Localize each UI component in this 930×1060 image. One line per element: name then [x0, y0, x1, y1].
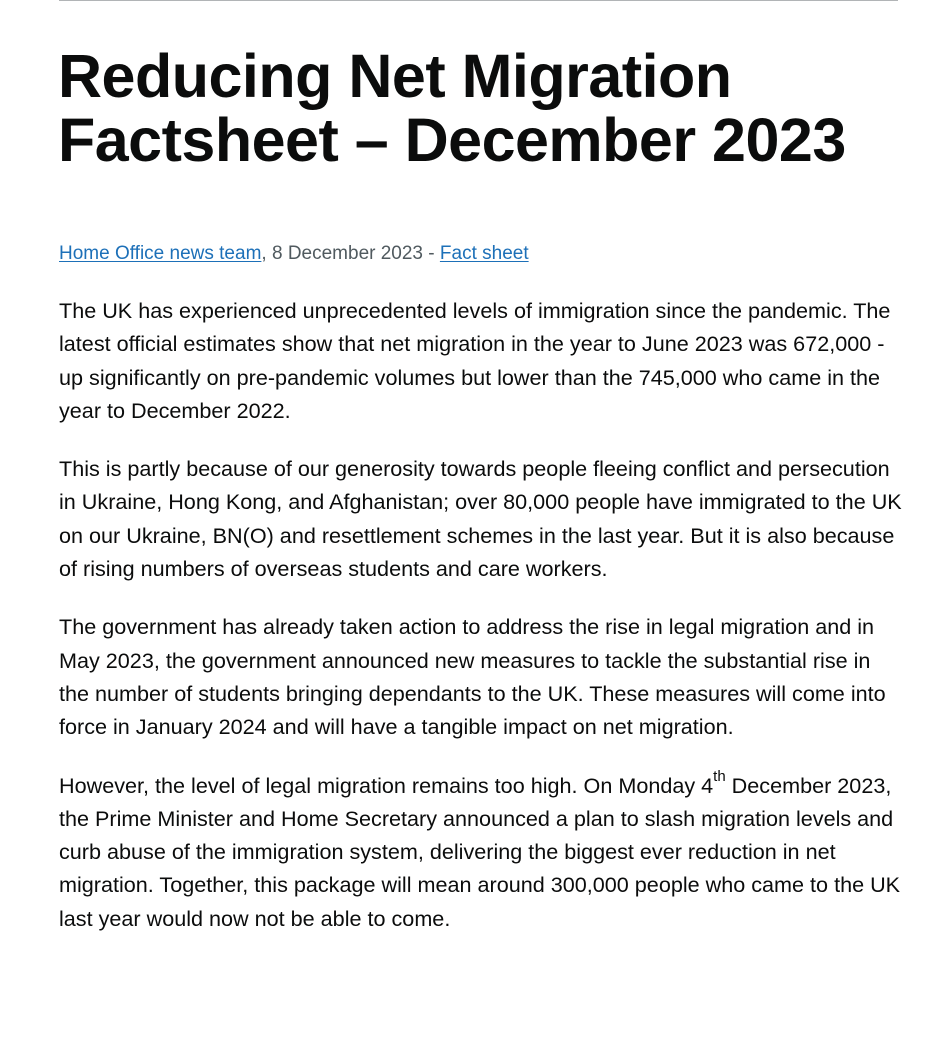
paragraph-text: However, the level of legal migration remains too high. On Monday 4	[59, 772, 714, 798]
body-paragraph: This is partly because of our generosity towards people fleeing conflict and persecution in Ukraine, Hong Kong, and Afghanistan; over 80,000 people have immigrated to the UK on our Ukraine, BN(O) and resettlement schemes in the last year. But it is also because of rising numbers of overseas students and care workers.	[59, 456, 902, 582]
document-type-link[interactable]: Fact sheet	[439, 243, 529, 264]
author-link[interactable]: Home Office news team	[59, 243, 262, 264]
paragraph-text: December 2023, the Prime Minister and Home Secretary announced a plan to slash migration levels and curb abuse of the immigration system, delivering the biggest ever reduction in net migration. Together, this package will mean around 300,000 people who came to the UK last year would now not be able to come.	[59, 772, 901, 931]
page-title: Reducing Net Migration Factsheet – December 2023	[58, 42, 846, 174]
body-paragraph: The UK has experienced unprecedented levels of immigration since the pandemic. The latest official estimates show that net migration in the year to June 2023 was 672,000 - up significantly on pre-pandemic volumes but lower than the 745,000 who came in the year to December 2022.	[59, 298, 891, 423]
top-divider	[59, 0, 898, 1]
body-paragraph	[59, 769, 904, 935]
byline-separator: ,	[261, 243, 272, 264]
body-paragraph: The government has already taken action to address the rise in legal migration and in May 2023, the government announced new measures to tackle the substantial rise in the number of students bringing dependants to the UK. These measures will come into force in January 2024 and will have a tangible impact on net migration.	[59, 614, 886, 740]
article-body	[59, 294, 904, 960]
byline-separator: -	[423, 243, 440, 264]
ordinal-suffix: th	[713, 767, 726, 785]
published-date: 8 December 2023	[271, 243, 424, 264]
article-metadata	[59, 241, 529, 266]
